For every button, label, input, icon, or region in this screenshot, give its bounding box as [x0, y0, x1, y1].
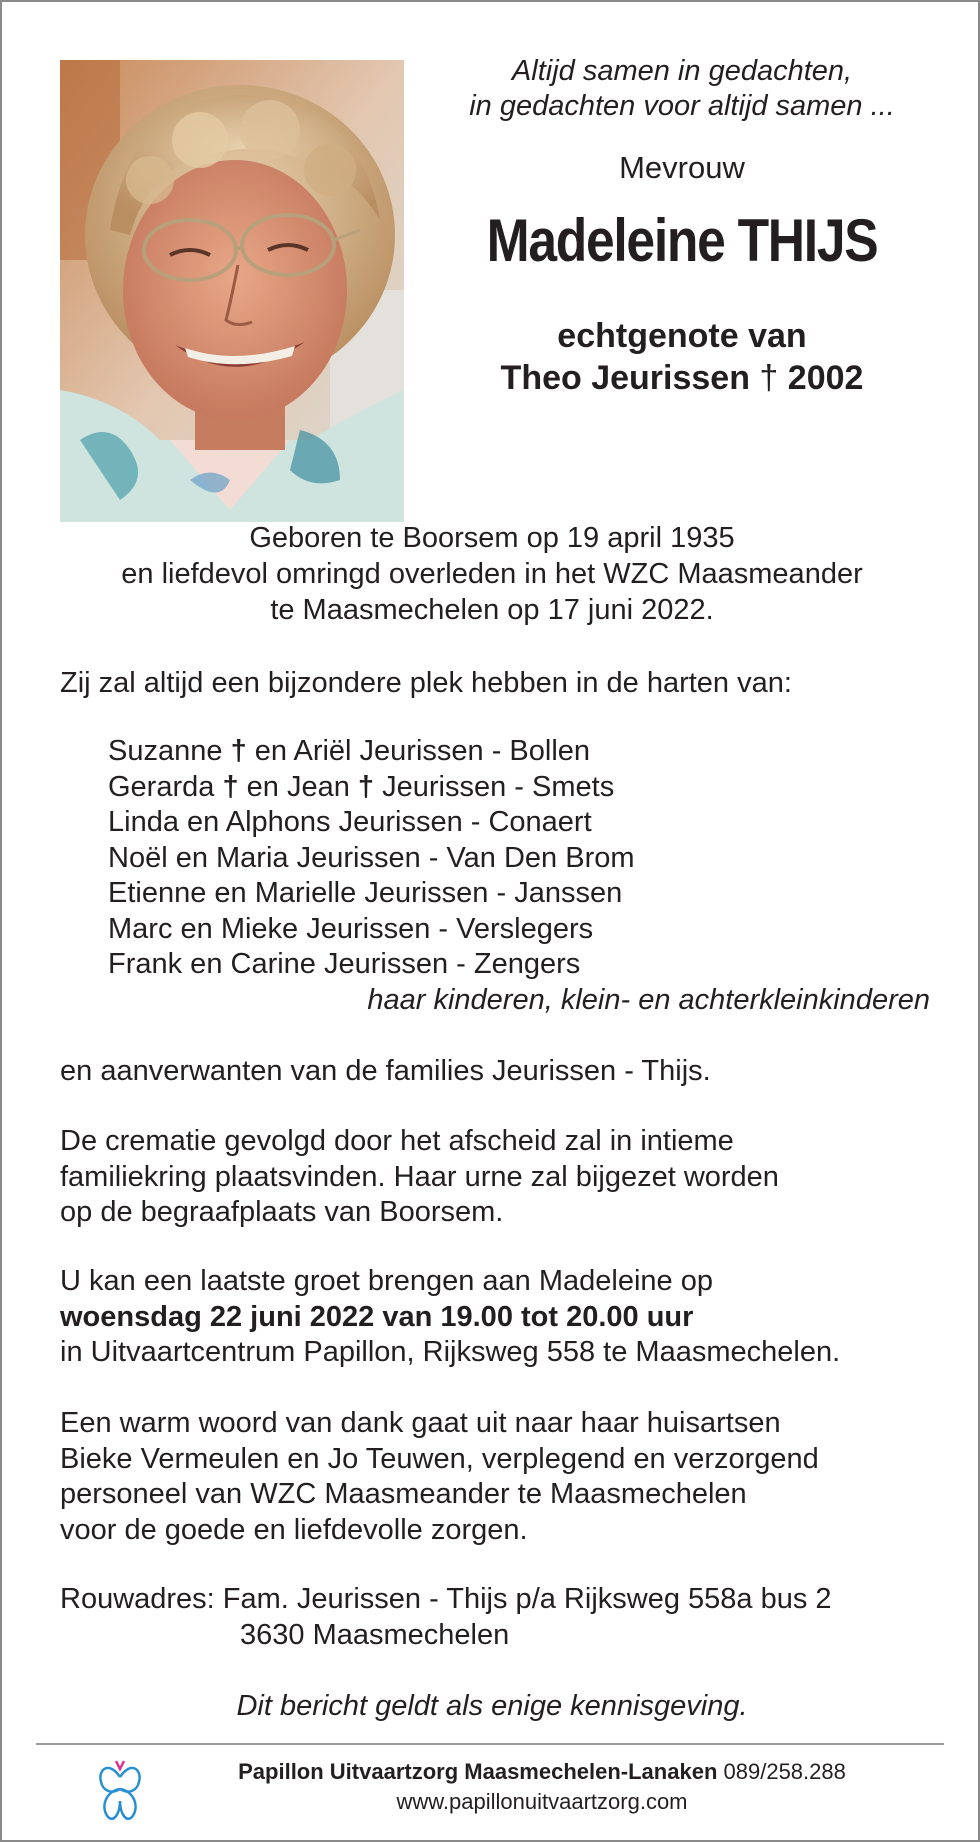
website-link[interactable]: www.papillonuitvaartzorg.com	[396, 1789, 688, 1814]
closing-note: Dit bericht geldt als enige kennisgeving.	[236, 1690, 748, 1722]
spouse-year: 2002	[787, 359, 864, 397]
spouse-name: Theo Jeurissen	[500, 359, 750, 397]
company-name: Papillon Uitvaartzorg Maasmechelen-Lanaken	[238, 1759, 718, 1784]
family-member	[108, 876, 940, 912]
family-member-name: Jeurissen - Smets	[374, 770, 615, 803]
family-member-name: en Jean	[238, 770, 350, 803]
portrait-photo	[60, 60, 404, 522]
address-line-2: 3630 Maasmechelen	[240, 1618, 510, 1651]
grandchildren-line: haar kinderen, klein- en achterkleinkinderen	[367, 983, 930, 1016]
family-member	[108, 912, 940, 948]
thanks-line-4: voor de goede en liefdevolle zorgen.	[60, 1513, 528, 1546]
family-member-name: Frank en Carine Jeurissen - Zengers	[108, 948, 581, 980]
cross-icon: †	[759, 359, 779, 397]
family-member-name: Marc en Mieke Jeurissen - Verslegers	[108, 912, 594, 945]
relatives-line: en aanverwanten van de families Jeurissen - Thijs.	[60, 1055, 711, 1087]
family-member	[108, 805, 940, 841]
mourning-address	[60, 1582, 940, 1653]
birth-line-1: Geboren te Boorsem op 19 april 1935	[249, 522, 735, 554]
cremation-line-3: op de begraafplaats van Boorsem.	[60, 1196, 504, 1228]
family-members	[108, 734, 940, 983]
family-member	[108, 947, 940, 983]
family-member	[108, 770, 940, 806]
cremation-line-2: familiekring plaatsvinden. Haar urne zal bijgezet worden	[60, 1160, 779, 1193]
birth-line-3: te Maasmechelen op 17 juni 2022.	[270, 594, 714, 626]
family-member	[108, 841, 940, 877]
title-prefix: Mevrouw	[619, 150, 745, 185]
birth-line-2: en liefdevol omringd overleden in het WZC Maasmeander	[121, 558, 863, 590]
family-member-name: Gerarda	[108, 770, 215, 803]
spouse-info	[412, 315, 952, 399]
cremation-info	[60, 1124, 940, 1231]
family-member-name: Linda en Alphons Jeurissen - Conaert	[108, 806, 592, 838]
quote-line-1: Altijd samen in gedachten,	[511, 55, 853, 87]
address-line-1: Rouwadres: Fam. Jeurissen - Thijs p/a Rijksweg 558a bus 2	[60, 1583, 832, 1615]
cross-icon: †	[222, 770, 239, 803]
visit-location: in Uitvaartcentrum Papillon, Rijksweg 558 te Maasmechelen.	[60, 1336, 841, 1368]
cremation-line-1: De crematie gevolgd door het afscheid zal in intieme	[60, 1125, 734, 1157]
visit-date-time: woensdag 22 juni 2022 van 19.00 tot 20.00 uur	[60, 1300, 694, 1333]
family-member-name: Noël en Maria Jeurissen - Van Den Brom	[108, 841, 635, 874]
visit-line-1: U kan een laatste groet brengen aan Madeleine op	[60, 1265, 713, 1297]
family-member-name: Suzanne	[108, 735, 223, 767]
family-list	[60, 734, 940, 1018]
notice-header	[412, 54, 952, 399]
family-intro: Zij zal altijd een bijzondere plek hebben in de harten van:	[60, 667, 792, 699]
funeral-home-footer	[2, 1757, 980, 1829]
family-member	[108, 734, 940, 770]
family-member-name: Etienne en Marielle Jeurissen - Janssen	[108, 877, 623, 909]
portrait-illustration	[60, 60, 404, 522]
cross-icon: †	[230, 735, 247, 767]
thanks-info	[60, 1406, 940, 1548]
butterfly-icon	[98, 1757, 142, 1825]
thanks-line-1: Een warm woord van dank gaat uit naar haar huisartsen	[60, 1407, 781, 1439]
spouse-line-1: echtgenote van	[557, 317, 807, 355]
footer-line-1	[152, 1757, 932, 1787]
spouse-line-2	[412, 357, 952, 399]
cross-icon: †	[357, 770, 375, 803]
phone-number: 089/258.288	[723, 1759, 846, 1784]
deceased-name: Madeleine THIJS	[486, 207, 878, 274]
thanks-line-2: Bieke Vermeulen en Jo Teuwen, verplegend en verzorgend	[60, 1442, 819, 1475]
thanks-line-3: personeel van WZC Maasmeander te Maasmechelen	[60, 1478, 747, 1510]
quote	[412, 54, 952, 124]
footer-text	[152, 1757, 932, 1817]
quote-line-2: in gedachten voor altijd samen ...	[469, 90, 895, 122]
birth-death-info	[2, 520, 980, 628]
footer-divider	[36, 1743, 944, 1745]
family-member-name: en Ariël Jeurissen - Bollen	[246, 735, 591, 767]
visitation-info	[60, 1264, 940, 1371]
